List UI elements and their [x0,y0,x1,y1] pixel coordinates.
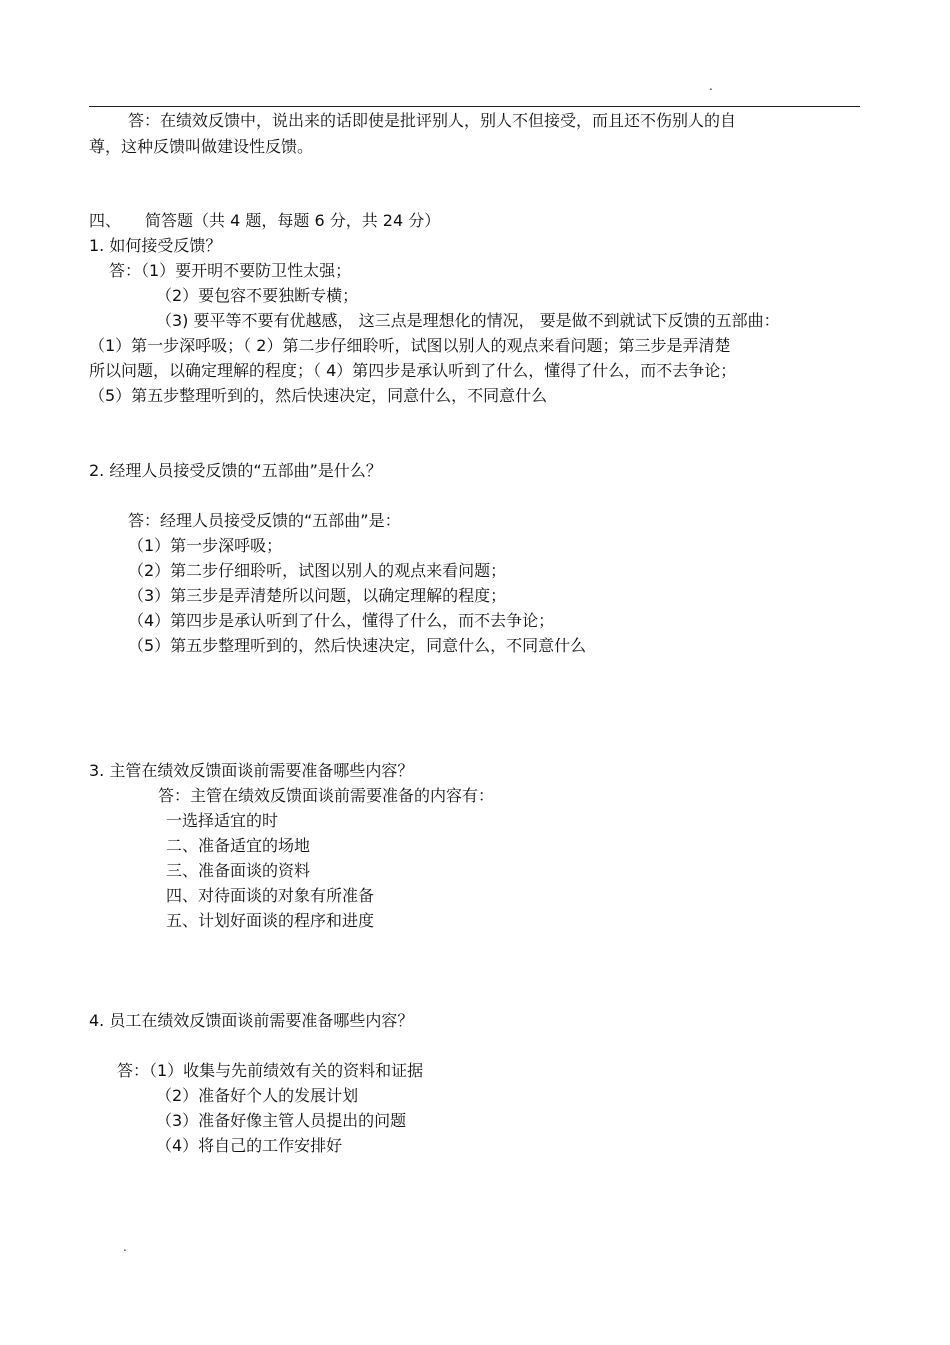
intro-answer-line-2: 尊，这种反馈叫做建设性反馈。 [89,137,314,156]
q3-answer-line: 五、计划好面谈的程序和进度 [166,911,375,930]
q4-answer-line: 答：（1）收集与先前绩效有关的资料和证据 [117,1061,424,1080]
q3-question: 3. 主管在绩效反馈面谈前需要准备哪些内容？ [89,761,414,780]
q4-answer-line: （4）将自己的工作安排好 [156,1136,343,1155]
q1-answer-line: 所以问题，以确定理解的程度；（ 4）第四步是承认听到了什么，懂得了什么，而不去争论； [89,361,737,380]
footer-dot: . [123,1240,127,1254]
q2-answer-line: （2）第二步仔细聆听，试图以别人的观点来看问题； [128,561,507,580]
q2-question: 2. 经理人员接受反馈的“五部曲”是什么？ [89,461,382,480]
q4-question: 4. 员工在绩效反馈面谈前需要准备哪些内容？ [89,1011,414,1030]
q3-answer-line: 三、准备面谈的资料 [166,861,311,880]
q1-answer-line: （2）要包容不要独断专横； [156,286,359,305]
q1-answer-line: （1）第一步深呼吸；（ 2）第二步仔细聆听，试图以别人的观点来看问题；第三步是弄清楚 [89,336,731,355]
q4-answer-line: （2）准备好个人的发展计划 [156,1086,359,1105]
q1-answer-line: （3) 要平等不要有优越感， 这三点是理想化的情况， 要是做不到就试下反馈的五部曲： [156,311,780,330]
q2-answer-line: （1）第一步深呼吸； [128,536,283,555]
q2-answer-line: （5）第五步整理听到的，然后快速决定，同意什么，不同意什么 [128,636,587,655]
q4-answer-line: （3）准备好像主管人员提出的问题 [156,1111,407,1130]
q1-answer-line: （5）第五步整理听到的，然后快速决定，同意什么，不同意什么 [89,386,548,405]
q3-answer-intro: 答：主管在绩效反馈面谈前需要准备的内容有： [158,786,495,805]
intro-answer-line-1: 答：在绩效反馈中，说出来的话即使是批评别人，别人不但接受，而且还不伤别人的自 [128,111,737,130]
q2-answer-intro: 答：经理人员接受反馈的“五部曲”是： [128,511,401,530]
header-rule [89,106,860,107]
q3-answer-line: 一选择适宜的时 [166,811,279,830]
q2-answer-line: （3）第三步是弄清楚所以问题，以确定理解的程度； [128,586,507,605]
q1-question: 1. 如何接受反馈？ [89,236,222,255]
q3-answer-line: 二、准备适宜的场地 [166,836,311,855]
q3-answer-line: 四、对待面谈的对象有所准备 [166,886,375,905]
q2-answer-line: （4）第四步是承认听到了什么，懂得了什么，而不去争论； [128,611,555,630]
section-title: 四、 简答题（共 4 题，每题 6 分，共 24 分） [89,211,441,230]
q1-answer-line: 答：（1）要开明不要防卫性太强； [109,261,352,280]
header-dot: . [709,79,713,93]
